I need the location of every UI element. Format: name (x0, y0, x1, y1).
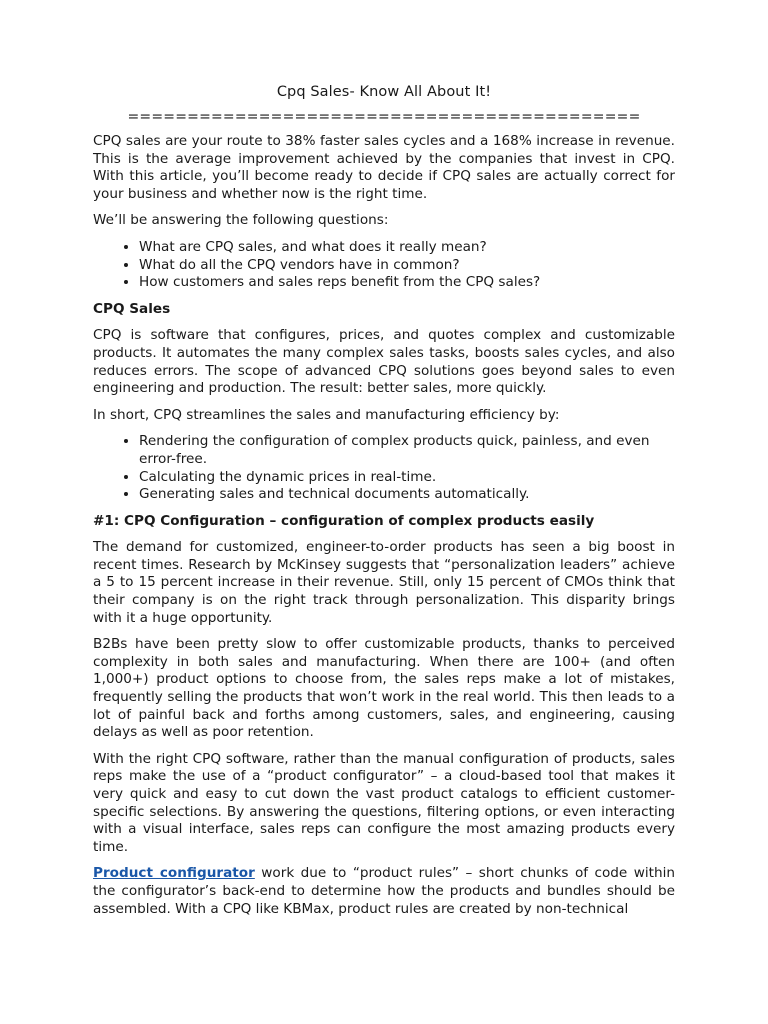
product-rules-paragraph (93, 865, 675, 918)
section-heading-cpq-sales: CPQ Sales (93, 300, 171, 317)
list-item: • Generating sales and technical documents automatically. (139, 486, 675, 504)
demand-paragraph: The demand for customized, engineer-to-order products has seen a big boost in recent times. Research by McKinsey suggests that “personalization leaders” achieve a 5 to 15 percent increase in their revenue. Still, only 15 percent of CMOs think that their company is on the right track through personalization. This disparity brings with it a huge opportunity. (93, 539, 675, 626)
product-configurator-link[interactable]: Product configurator (93, 865, 255, 882)
efficiency-list (93, 433, 675, 503)
product-rules-text: work due to “product rules” – short chunks of code within the configurator’s back-end to determine how the products and bundles should be assembled. With a CPQ like KBMax, product rules are created by non-technical (93, 865, 675, 917)
list-item: • What do all the CPQ vendors have in common? (139, 257, 675, 275)
efficiency-intro: In short, CPQ streamlines the sales and manufacturing efficiency by: (93, 406, 560, 423)
list-item: • Rendering the configuration of complex products quick, painless, and even error-free. (139, 433, 675, 468)
list-item: • How customers and sales reps benefit from the CPQ sales? (139, 274, 675, 292)
intro-paragraph: CPQ sales are your route to 38% faster sales cycles and a 168% increase in revenue. This is the average improvement achieved by the companies that invest in CPQ. With this article, you’ll become ready to decide if CPQ sales are actually correct for your business and whether now is the right time. (93, 133, 675, 202)
title-rule: =========================================== (127, 109, 641, 125)
questions-intro: We’ll be answering the following questions: (93, 212, 389, 229)
list-item: • Calculating the dynamic prices in real-time. (139, 469, 675, 487)
cpq-definition-paragraph: CPQ is software that configures, prices, and quotes complex and customizable products. It automates the many complex sales tasks, boosts sales cycles, and also reduces errors. The scope of advanced CPQ solutions goes beyond sales to even engineering and production. The result: better sales, more quickly. (93, 327, 675, 397)
questions-list (93, 239, 675, 292)
b2b-paragraph: B2Bs have been pretty slow to offer customizable products, thanks to perceived complexity in both sales and manufacturing. When there are 100+ (and often 1,000+) product options to choose from, the sales reps make a lot of mistakes, frequently selling the products that won’t work in the real world. This then leads to a lot of painful back and forths among customers, sales, and engineering, causing delays as well as poor retention. (93, 636, 675, 741)
list-item: • What are CPQ sales, and what does it really mean? (139, 239, 675, 257)
section-heading-configuration: #1: CPQ Configuration – configuration of complex products easily (93, 512, 595, 529)
cpq-software-paragraph: With the right CPQ software, rather than the manual configuration of products, sales reps make the use of a “product configurator” – a cloud-based tool that makes it very quick and easy to cut down the vast product catalogs to efficient customer-specific selections. By answering the questions, filtering options, or even interacting with a visual interface, sales reps can configure the most amazing products every time. (93, 750, 675, 855)
document-title: Cpq Sales- Know All About It! (276, 84, 492, 100)
